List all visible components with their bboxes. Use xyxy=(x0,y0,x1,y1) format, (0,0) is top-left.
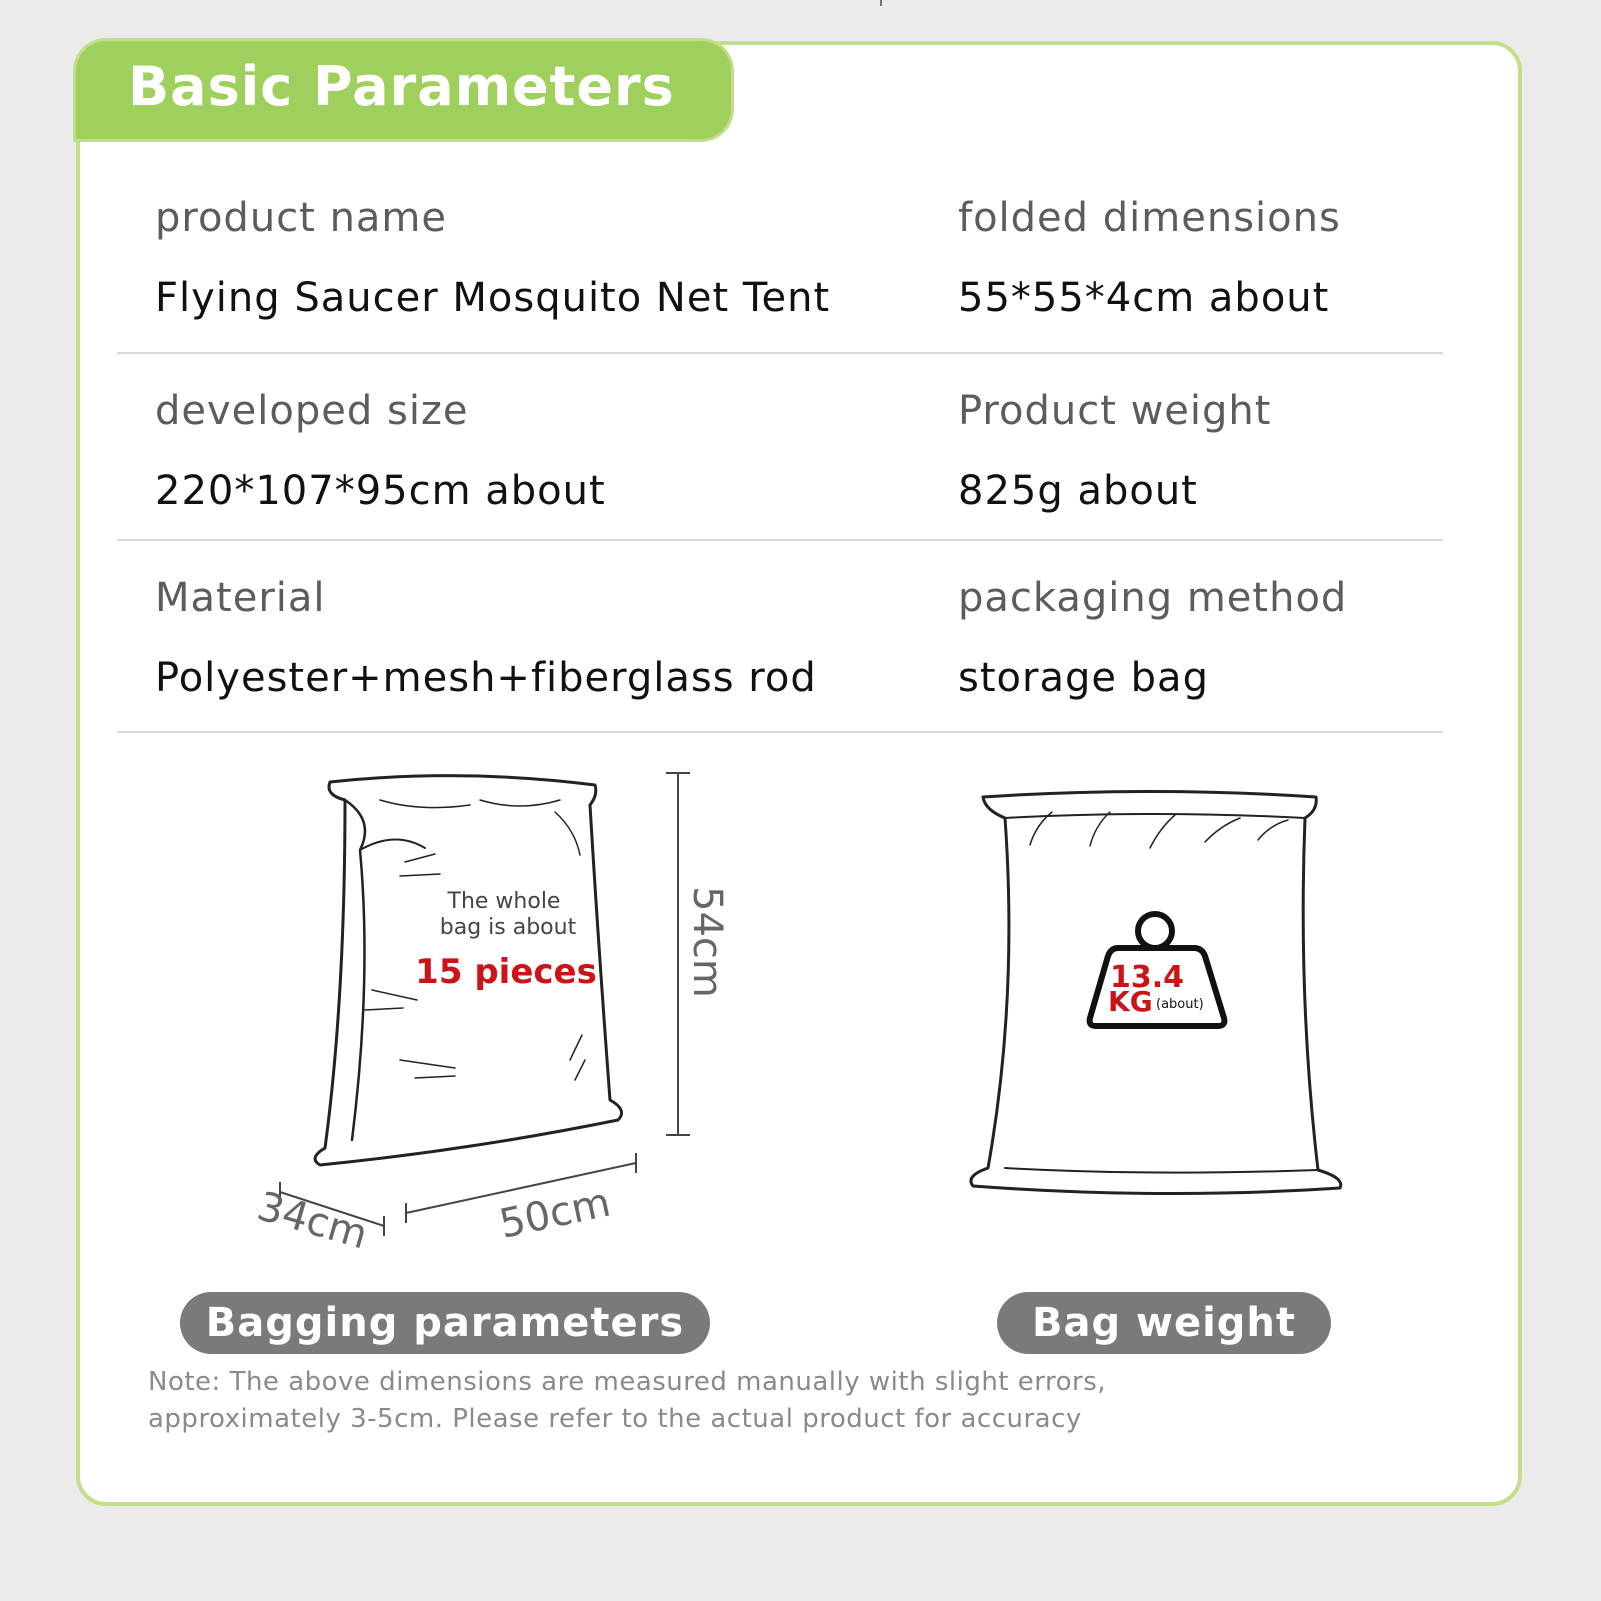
page-title: Basic Parameters xyxy=(128,55,675,118)
bag-weight-unit: KG xyxy=(1108,985,1153,1018)
measurement-note: Note: The above dimensions are measured manually with slight errors, approximately 3-5cm. Please refer to the actual product for accuracy xyxy=(148,1367,1107,1434)
folded-dimensions-label: folded dimensions xyxy=(958,195,1341,241)
bag-height-dimension: 54cm xyxy=(684,886,730,998)
product-name-value: Flying Saucer Mosquito Net Tent xyxy=(155,275,831,321)
bag-weight-caption: Bag weight xyxy=(997,1292,1331,1354)
material-label: Material xyxy=(155,575,326,621)
folded-dimensions-value: 55*55*4cm about xyxy=(958,275,1330,321)
bag-count-line2: bag is about xyxy=(439,915,577,940)
product-weight-label: Product weight xyxy=(958,388,1272,434)
packaging-method-label: packaging method xyxy=(958,575,1348,621)
packaging-method-value: storage bag xyxy=(958,655,1209,701)
product-name-label: product name xyxy=(155,195,447,241)
bag-weight-value: 13.4 xyxy=(1110,960,1185,995)
bag-count-line1: The whole xyxy=(447,889,561,914)
bag-count-value: 15 pieces xyxy=(415,952,597,992)
bag-width-dimension: 50cm xyxy=(495,1179,615,1248)
developed-size-label: developed size xyxy=(155,388,469,434)
developed-size-value: 220*107*95cm about xyxy=(155,468,606,514)
material-value: Polyester+mesh+fiberglass rod xyxy=(155,655,817,701)
bagging-parameters-caption: Bagging parameters xyxy=(180,1292,710,1354)
bag-weight-qualifier: (about) xyxy=(1156,997,1204,1012)
product-weight-value: 825g about xyxy=(958,468,1198,514)
bag-depth-dimension: 34cm xyxy=(252,1183,373,1259)
